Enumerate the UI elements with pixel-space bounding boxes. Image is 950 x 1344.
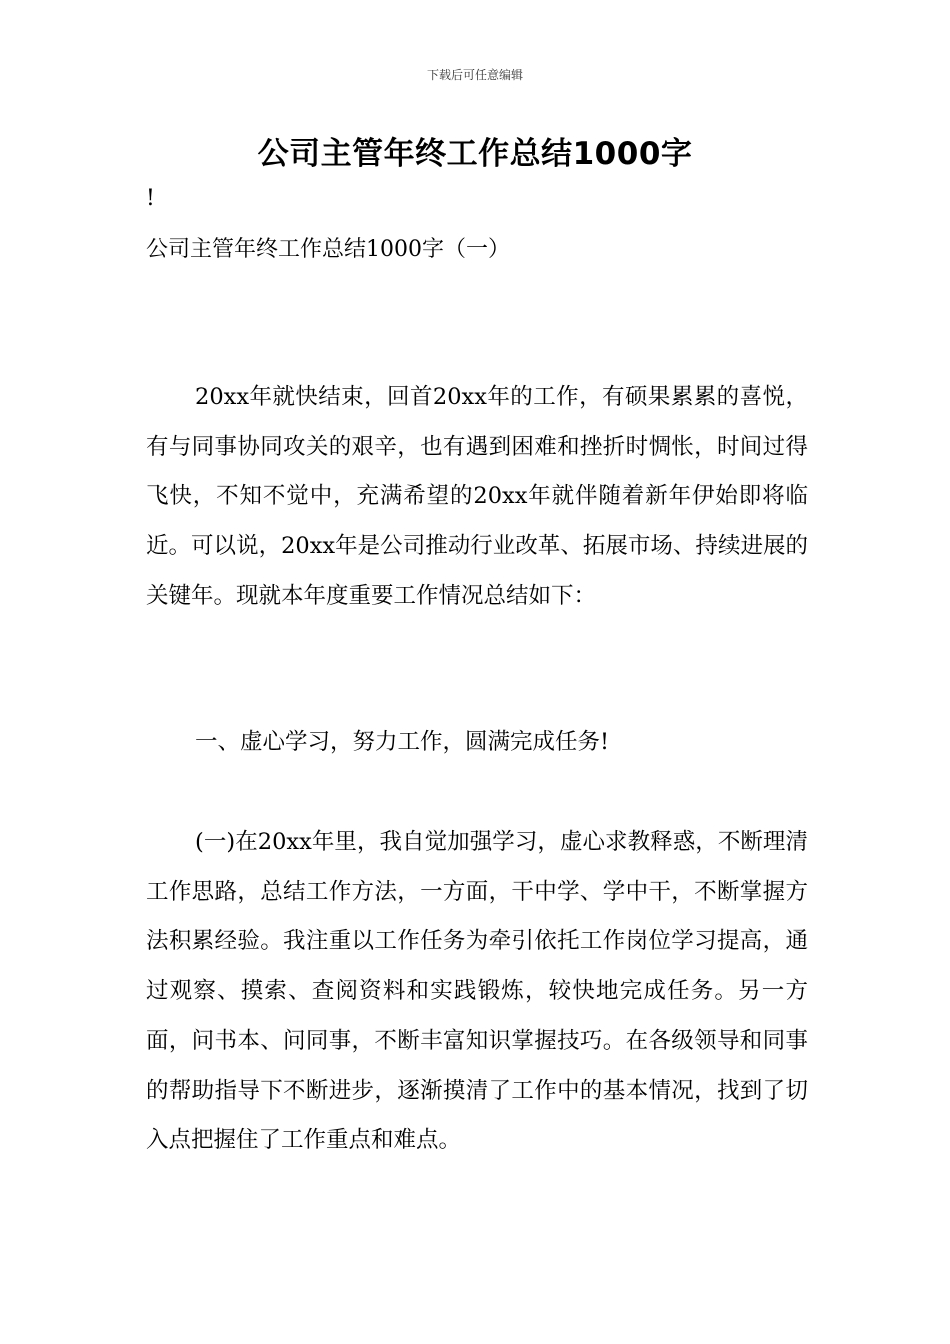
section-heading: 一、虚心学习，努力工作，圆满完成任务! — [195, 729, 610, 755]
exclamation-mark: ! — [146, 186, 155, 211]
intro-paragraph: 20xx年就快结束，回首20xx年的工作，有硕果累累的喜悦，有与同事协同攻关的艰辛，也有遇到困难和挫折时惆怅，时间过得飞快，不知不觉中，充满希望的20xx年就伴随着新年伊始即将临近。可以说，20xx年是公司推动行业改革、拓展市场、持续进展的关键年。现就本年度重要工作情况总结如下： — [146, 384, 808, 609]
section-subtitle: 公司主管年终工作总结1000字（一） — [146, 237, 510, 262]
document-title: 公司主管年终工作总结1000字 — [257, 136, 693, 172]
section-body-paragraph: (一)在20xx年里，我自觉加强学习，虚心求教释惑，不断理清工作思路，总结工作方法，一方面，干中学、学中干，不断掌握方法积累经验。我注重以工作任务为牵引依托工作岗位学习提高，通过观察、摸索、查阅资料和实践锻炼，较快地完成任务。另一方面，问书本、问同事，不断丰富知识掌握技巧。在各级领导和同事的帮助指导下不断进步，逐渐摸清了工作中的基本情况，找到了切入点把握住了工作重点和难点。 — [146, 829, 808, 1154]
header-note: 下载后可任意编辑 — [426, 68, 523, 82]
